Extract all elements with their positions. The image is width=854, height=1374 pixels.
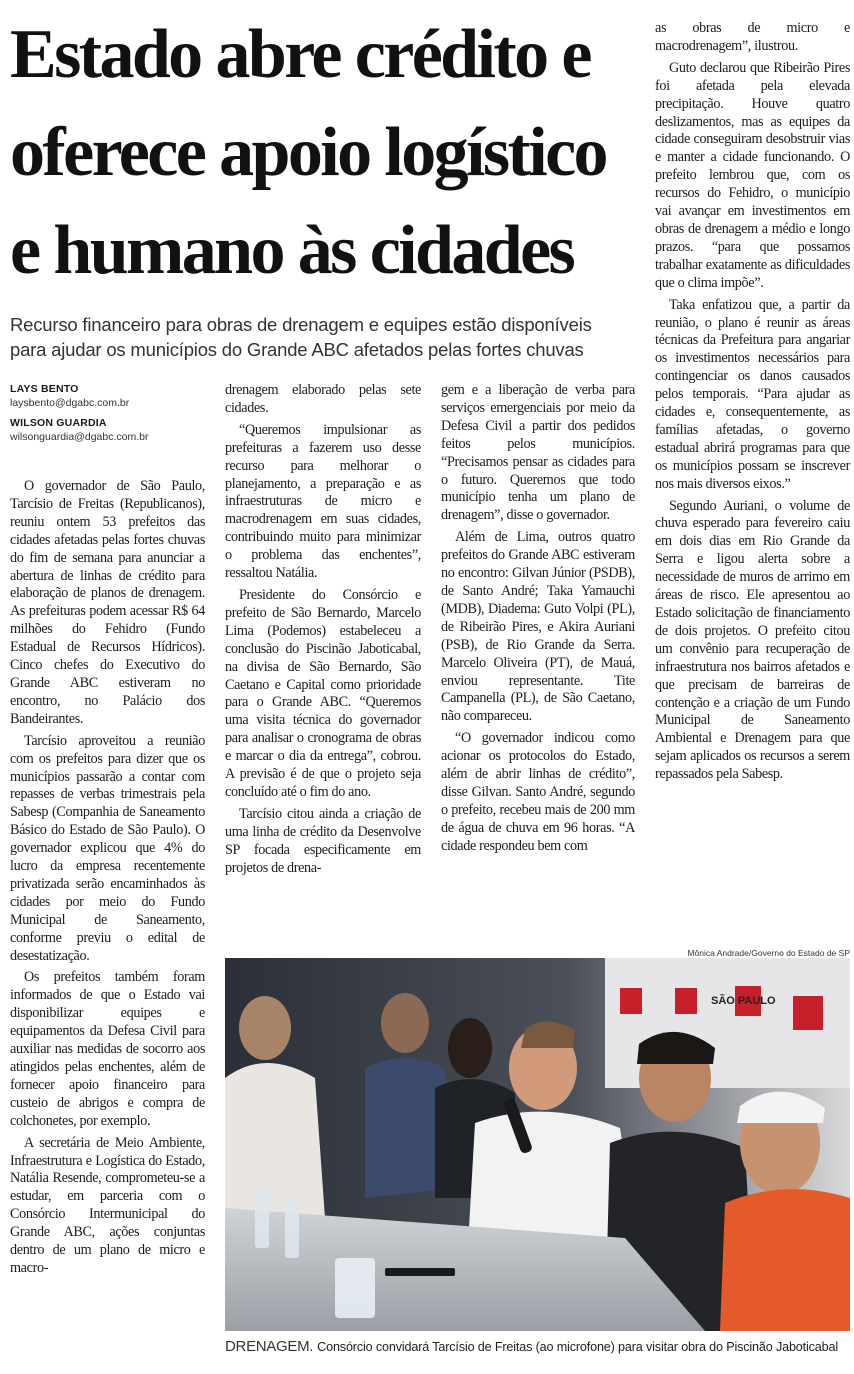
meeting-photo-illustration [225,958,850,1331]
article-paragraph: O governador de São Paulo, Tarcísio de Freitas (Republicanos), reuniu ontem 53 prefeitos das cidades afetadas pelas fortes chuvas do fim de semana para anunciar a abertura de linhas de crédito para elaboração de planos de drenagem. As prefeituras podem acessar R$ 64 milhões do Fehidro (Fundo Estadual de Recursos Hídricos). Cinco chefes do Executivo do Grande ABC estiveram no encontro, no Palácio dos Bandeirantes. [10,478,205,727]
author-email[interactable]: laysbento@dgabc.com.br [10,397,130,409]
caption-text: Consórcio convidará Tarcísio de Freitas (ao microfone) para visitar obra do Piscinão Jaboticabal [317,1340,839,1354]
article-paragraph: Os prefeitos também foram informados de que o Estado vai disponibilizar equipes e equipamentos da Defesa Civil para auxiliar nas medidas de socorro aos atingidos pelas enchentes, além de fornecer apoio financeiro para custeio de abrigos e compra de colchonetes, por exemplo. [10,969,205,1129]
headline-line-1: Estado abre crédito e [10,16,590,93]
article-paragraph: “O governador indicou como acionar os protocolos do Estado, além de abrir linhas de crédito”, disse Gilvan. Santo André, segundo o prefeito, recebeu mais de 200 mm de água de chuva em 96 horas. “A cidade respondeu bem com [441,730,635,854]
article-column-3 [441,382,635,856]
headline [10,6,640,300]
author-name: LAYS BENTO [10,383,79,395]
headline-line-2: oferece apoio logístico [10,114,606,191]
article-paragraph: as obras de micro e macrodrenagem”, ilustrou. [655,20,850,54]
article-column-1 [10,474,205,1278]
article-paragraph: Guto declarou que Ribeirão Pires foi afetada pela elevada precipitação. Houve quatro deslizamentos, mas as equipes da cidade conseguiram desobstruir vias e manter a cidade funcionando. O prefeito lembrou que, com os recursos do Fehidro, o município vai avançar em investimentos em obras de drenagem a médio e longo prazos. “para que possamos trabalhar exatamente as dificuldades que o clima impõe”. [655,59,850,291]
article-paragraph: Segundo Auriani, o volume de chuva esperado para fevereiro caiu em dois dias em Rio Grande da Serra e ligou alerta sobre a necessidade de muros de arrimo em áreas de risco. Ele apresentou ao Estado solicitação de financiamento de dois projetos. O prefeito citou um convênio para recuperação de infraestrutura nos bairros afetados e que precisam de barreiras de contenção e a criação de um Fundo Municipal de Saneamento Ambiental e Drenagem para que sejam aplicados os recursos a serem repassados pela Sabesp. [655,497,850,783]
article-paragraph: Tarcísio aproveitou a reunião com os prefeitos para dizer que os municípios passarão a contar com repasses de verbas trimestrais pela Sabesp (Companhia de Saneamento Básico do Estado de São Paulo). O governador explicou que 4% do lucro da empresa recentemente privatizada serão encaminhados às cidades por meio do Fundo Municipal de Saneamento, conforme previu o edital de desestatização. [10,732,205,964]
banner-text: SÃO PAULO [711,995,776,1007]
article-paragraph: “Queremos impulsionar as prefeituras a fazerem uso desse recurso para melhorar o planejamento, a preparação e as infraestruturas de micro e macrodrenagem em suas cidades, contribuindo muito para minimizar o problema das enchentes”, ressaltou Natália. [225,421,421,582]
article-paragraph: Além de Lima, outros quatro prefeitos do Grande ABC estiveram no encontro: Gilvan Júnior (PSDB), de Santo André; Taka Yamauchi (MDB), Diadema: Guto Volpi (PL), de Ribeirão Pires, e Akira Auriani (PSB), de Rio Grande da Serra. Marcelo Oliveira (PT), de Mauá, enviou representante. Tite Campanella (PL), de São Caetano, não compareceu. [441,529,635,725]
article-paragraph: Presidente do Consórcio e prefeito de São Bernardo, Marcelo Lima (Podemos) estabeleceu a conclusão do Piscinão Jaboticabal, na divisa de São Bernardo, São Caetano e Capital como prioridade para o Grande ABC. “Queremos uma visita técnica do governador para analisar o cronograma de obras e marcar o dia da entrega”, cobrou. A previsão é de que o projeto seja concluído até o fim do ano. [225,586,421,800]
caption-label: DRENAGEM. [225,1338,314,1355]
author-email[interactable]: wilsonguardia@dgabc.com.br [10,431,149,443]
article-column-4 [655,20,850,784]
subheadline [10,312,640,362]
article-paragraph: Tarcísio citou ainda a criação de uma linha de crédito da Desenvolve SP focada especificamente em projetos de drena- [225,805,421,876]
article-paragraph: gem e a liberação de verba para serviços emergenciais por meio da Defesa Civil a partir dos pedidos feitos pelos municípios. “Precisamos pensar as cidades para o futuro. Queremos que todo município tenha um plano de drenagem”, disse o governador. [441,382,635,524]
article-paragraph: Taka enfatizou que, a partir da reunião, o plano é reunir as áreas técnicas da Prefeitura para angariar os investimentos necessários para contingenciar os danos causados pelos temporais. “Para ajudar as cidades e, consequentemente, as famílias afetadas, o governo estadual abrirá programas para que os municípios possam se inscrever nos mais diversos eixos.” [655,296,850,492]
photo-caption [225,1338,850,1355]
article-column-2 [225,382,421,877]
author-name: WILSON GUARDIA [10,417,107,429]
photo-credit: Mônica Andrade/Governo do Estado de SP [687,948,850,958]
subheadline-line-1: Recurso financeiro para obras de drenagem e equipes estão disponíveis [10,314,592,335]
headline-line-3: e humano às cidades [10,212,574,289]
article-paragraph: drenagem elaborado pelas sete cidades. [225,382,421,416]
subheadline-line-2: para ajudar os municípios do Grande ABC afetados pelas fortes chuvas [10,339,584,360]
article-paragraph: A secretária de Meio Ambiente, Infraestrutura e Logística do Estado, Natália Resende, comprometeu-se a estudar, em parceria com o Consórcio Intermunicipal do Grande ABC, ações conjuntas dentro de um plano de micro e macro- [10,1134,205,1276]
byline [10,382,210,450]
news-photo[interactable] [225,958,850,1331]
